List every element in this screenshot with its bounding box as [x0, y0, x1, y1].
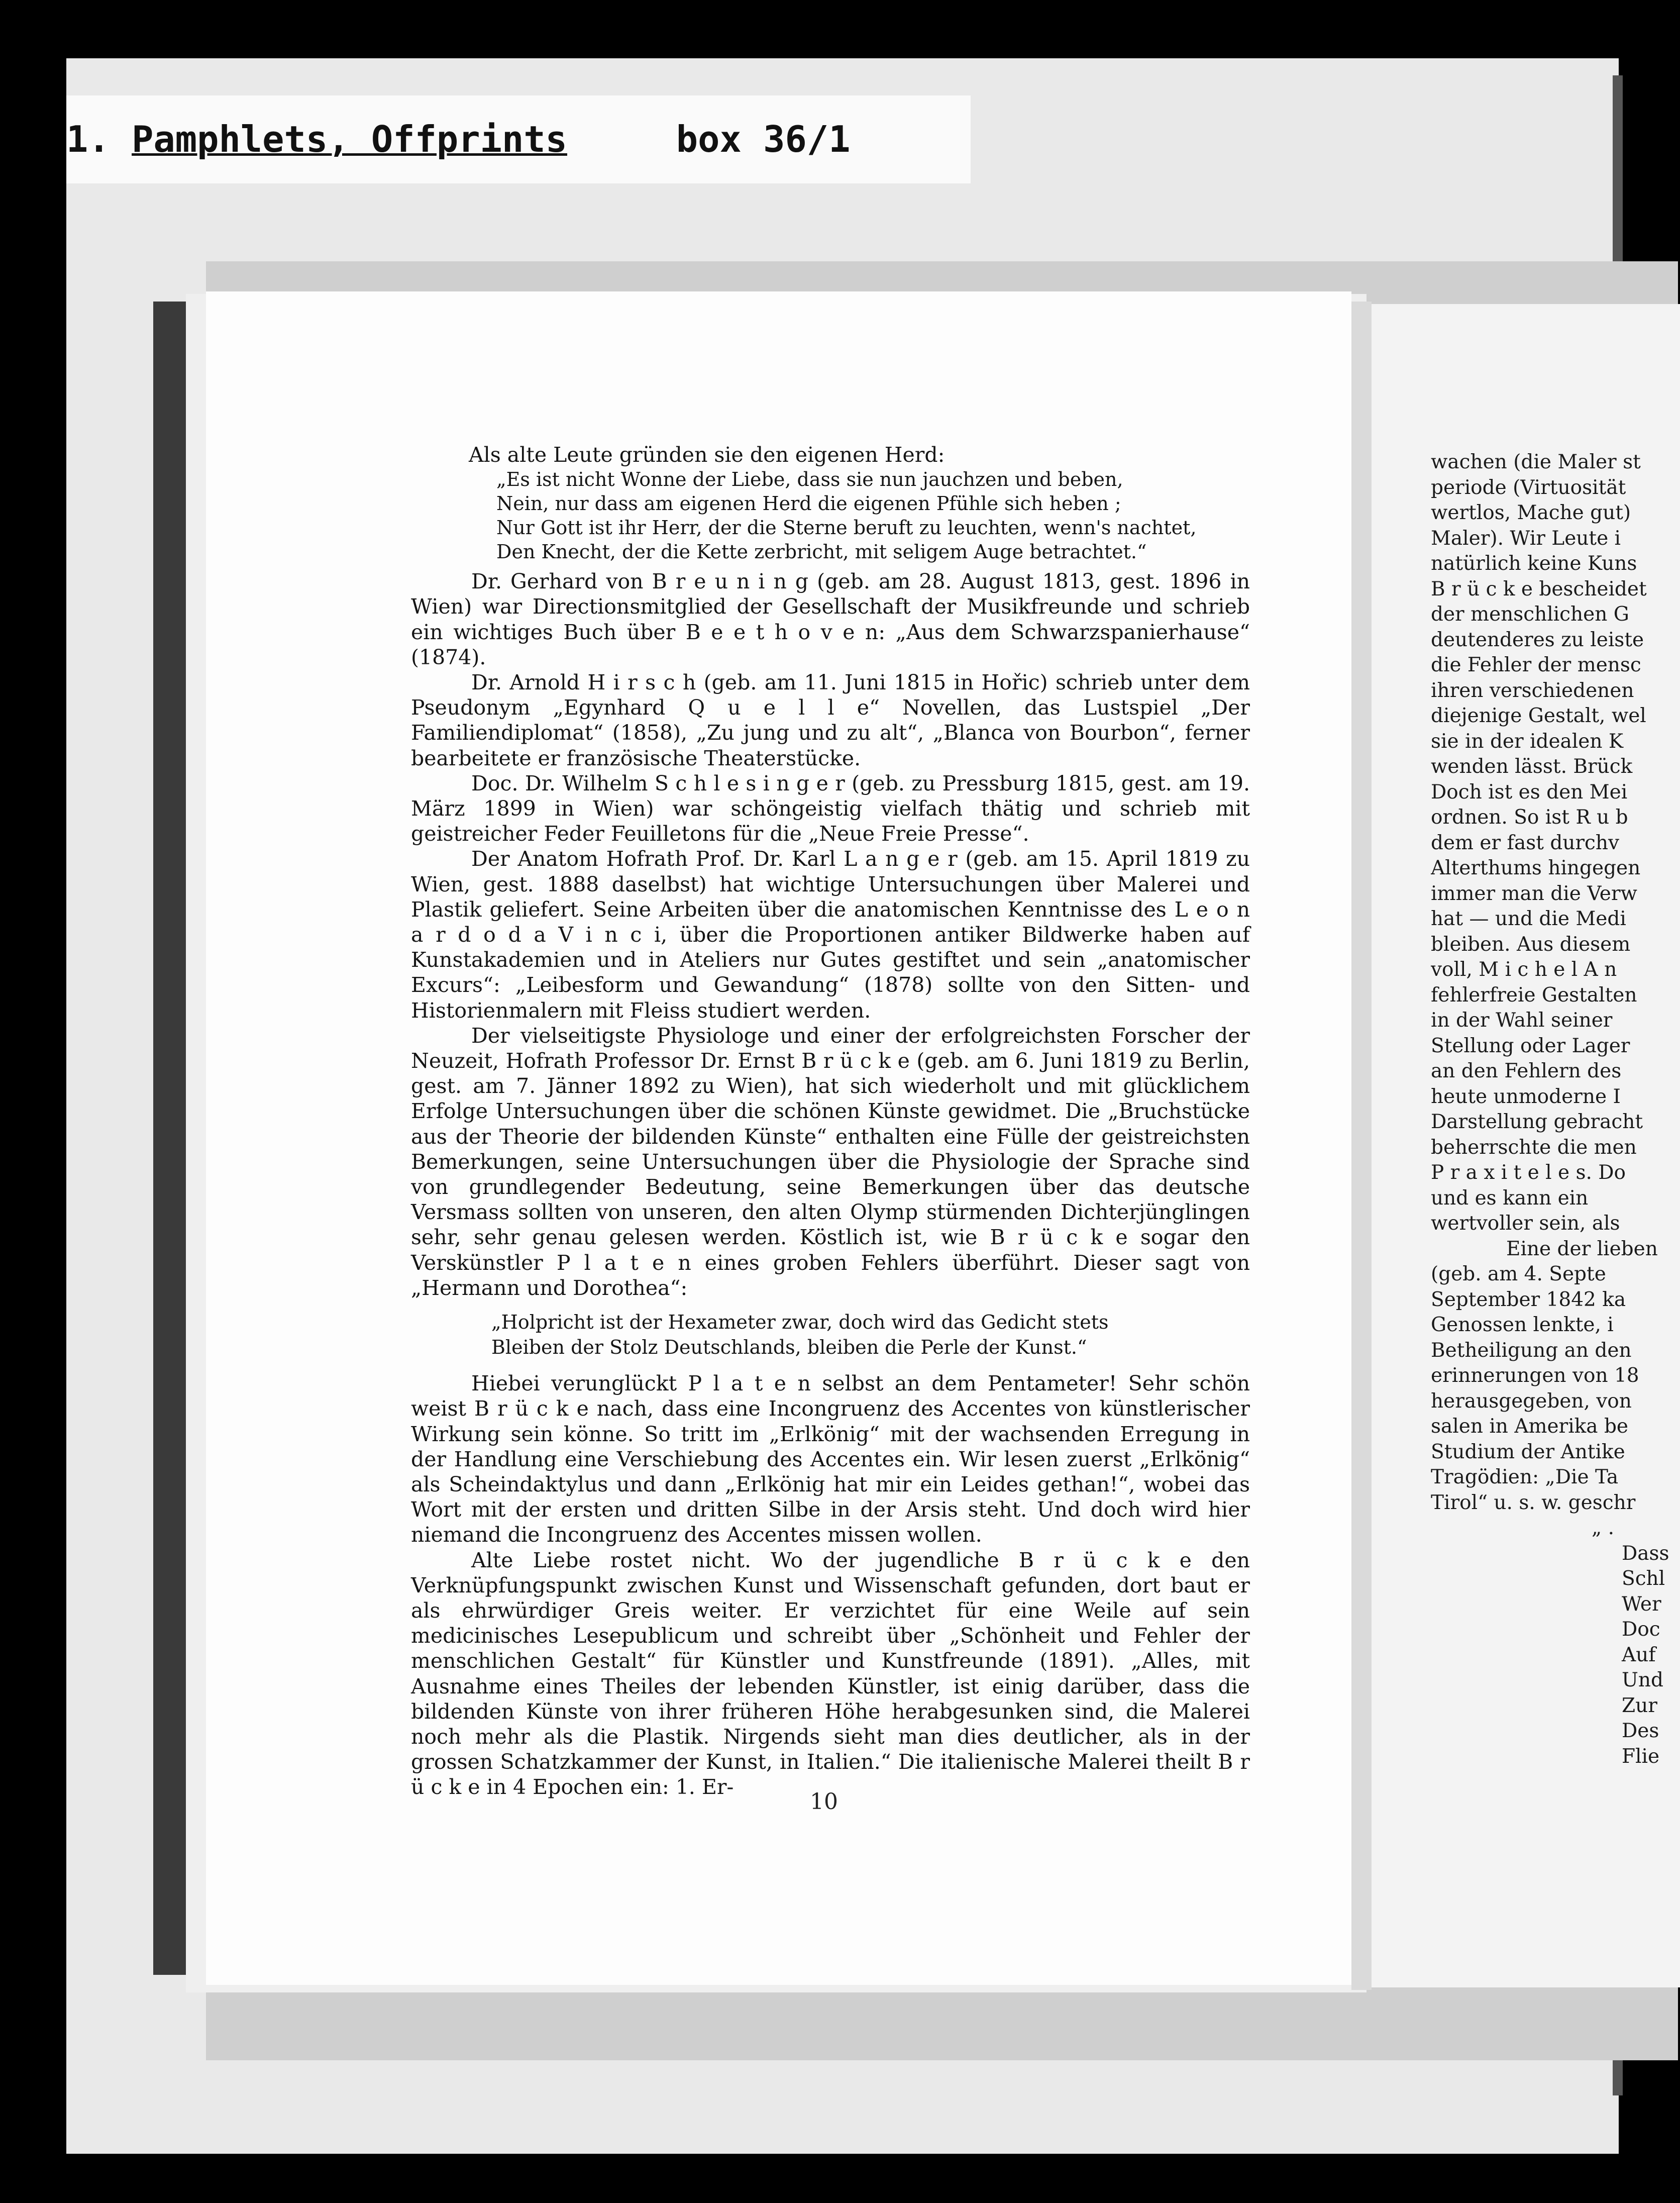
verse-block: [411, 467, 1250, 564]
facing-line: bleiben. Aus diesem: [1431, 933, 1631, 956]
facing-line: fehlerfreie Gestalten: [1431, 983, 1637, 1007]
facing-line: ordnen. So ist R u b: [1431, 806, 1628, 829]
facing-line: Studium der Antike: [1431, 1440, 1625, 1463]
facing-line: Maler). Wir Leute i: [1431, 527, 1621, 550]
facing-verse-line: Auf: [1622, 1643, 1656, 1666]
facing-line: P r a x i t e l e s. Do: [1431, 1161, 1626, 1184]
facing-verse-line: Schl: [1622, 1567, 1665, 1590]
facing-line: wachen (die Maler st: [1431, 451, 1641, 473]
facing-page-text: [1431, 450, 1680, 1769]
facing-line: und es kann ein: [1431, 1186, 1589, 1210]
facing-line: der menschlichen G: [1431, 603, 1629, 626]
facing-line: periode (Virtuosität: [1431, 476, 1626, 499]
facing-line: natürlich keine Kuns: [1431, 552, 1637, 575]
facing-line: (geb. am 4. Septe: [1431, 1263, 1606, 1285]
paragraph-breuning: Dr. Gerhard von B r e u n i n g (geb. am 28. August 1813, gest. 1896 in Wien) war Directionsmitglied der Gesellschaft der Musikfreunde und schrieb ein wichtiges Buch über B e e t h o v e n: „Aus dem Schwarzspanierhause“ (1874).: [411, 569, 1250, 669]
facing-verse-line: Zur: [1622, 1694, 1657, 1717]
label-box: box 36/1: [676, 118, 851, 160]
paragraph-alte-liebe: Alte Liebe rostet nicht. Wo der jugendliche B r ü c k e den Verknüpfungspunkt zwischen Kunst und Wissenschaft gefunden, dort baut er als ehrwürdiger Greis weiter. Er verzichtet für eine Weile auf sein medicinisches Lesepublicum und schreibt über „Schönheit und Fehler der menschlichen Gestalt“ für Künstler und Kunstfreunde (1891). „Alles, mit Ausnahme eines Theiles der lebenden Künstler, ist einig darüber, dass die bildenden Künste von ihrer früheren Höhe herabgesunken sind, die Malerei noch mehr als die Plastik. Nirgends sieht man dies deutlicher, als in der grossen Schatzkammer der Kunst, in Italien.“ Die italienische Malerei theilt B r ü c k e in 4 Epochen ein: 1. Er-: [411, 1548, 1250, 1799]
facing-line: an den Fehlern des: [1431, 1060, 1622, 1082]
facing-line: wertvoller sein, als: [1431, 1212, 1620, 1235]
facing-verse-line: Und: [1622, 1669, 1663, 1691]
facing-line: Tirol“ u. s. w. geschr: [1431, 1491, 1636, 1514]
verse-line: Nein, nur dass am eigenen Herd die eigenen Pfühle sich heben ;: [496, 492, 1121, 515]
facing-verse-line: Doc: [1622, 1618, 1660, 1641]
facing-line: dem er fast durchv: [1431, 831, 1620, 854]
facing-line: Alterthums hingegen: [1431, 857, 1641, 879]
paragraph-langer: Der Anatom Hofrath Prof. Dr. Karl L a n g e r (geb. am 15. April 1819 zu Wien, gest. 1888 daselbst) hat wichtige Untersuchungen über Malerei und Plastik geliefert. Seine Arbeiten über die anatomischen Kenntnisse des L e o n a r d o d a V i n c i, über die Proportionen antiker Bildwerke haben auf Kunstakademien und in Ateliers nur Gutes gestiftet und sein „anatomischer Excurs“: „Leibesform und Gewandung“ (1878) sollte von den Sitten- und Historienmalern mit Fleiss studiert werden.: [411, 847, 1250, 1023]
facing-line: ihren verschiedenen: [1431, 679, 1634, 702]
facing-line: herausgegeben, von: [1431, 1389, 1632, 1413]
facing-line: hat — und die Medi: [1431, 908, 1626, 930]
facing-line: wertlos, Mache gut): [1431, 502, 1631, 524]
facing-line: Doch ist es den Mei: [1431, 780, 1628, 804]
facing-verse-line: Des: [1622, 1720, 1659, 1742]
facing-line: Stellung oder Lager: [1431, 1034, 1630, 1057]
paragraph-bruecke: Der vielseitigste Physiologe und einer der erfolgreichsten Forscher der Neuzeit, Hofrath Professor Dr. Ernst B r ü c k e (geb. am 6. Juni 1819 zu Berlin, gest. am 7. Jänner 1892 zu Wien), hat sich wiederholt und mit glücklichem Erfolge Untersuchungen über die schönen Künste gewidmet. Die „Bruchstücke aus der Theorie der bildenden Künste“ enthalten eine Fülle der geistreichsten Bemerkungen, seine Untersuchungen über die Physiologie der Sprache sind von grundlegender Bedeutung, seine Bemerkungen über das deutsche Versmass sollten von unseren, den alten Olymp stürmenden Dichterjünglingen sehr, sehr genau gelesen werden. Köstlich ist, wie B r ü c k e sogar den Verskünstler P l a t e n eines groben Fehlers überführt. Dieser sagt von „Hermann und Dorothea“:: [411, 1023, 1250, 1300]
facing-line: voll, M i c h e l A n: [1431, 958, 1617, 981]
facing-line: B r ü c k e bescheidet: [1431, 577, 1647, 600]
facing-line: Eine der lieben: [1506, 1237, 1658, 1260]
label-number: 1.: [66, 118, 110, 160]
facing-line: diejenige Gestalt, wel: [1431, 705, 1646, 727]
facing-line: salen in Amerika be: [1431, 1415, 1628, 1438]
facing-verse-line: Flie: [1622, 1745, 1660, 1768]
quote-line: Bleiben der Stolz Deutschlands, bleiben die Perle der Kunst.“: [491, 1336, 1087, 1359]
facing-verse-line: Wer: [1622, 1592, 1661, 1616]
archive-label: [66, 95, 971, 183]
intro-line: Als alte Leute gründen sie den eigenen Herd:: [469, 443, 945, 467]
paragraph-hirsch: Dr. Arnold H i r s c h (geb. am 11. Juni 1815 in Hořic) schrieb unter dem Pseudonym „Egynhard Q u e l l e“ Novellen, das Lustspiel „Der Familiendiplomat“ (1858), „Zu jung und zu alt“, „Blanca von Bourbon“, ferner bearbeitete er französische Theaterstücke.: [411, 670, 1250, 770]
paragraph-platen: Hiebei verunglückt P l a t e n selbst an dem Pentameter! Sehr schön weist B r ü c k e nach, dass eine Incongruenz des Accentes von künstlerischer Wirkung sein könne. So tritt im „Erlkönig“ mit der wachsenden Erregung in der Handlung eine Verschiebung des Accentes ein. Wir lesen zuerst „Erlkönig“ als Scheindaktylus und dann „Erlkönig hat mir ein Leides gethan!“, wobei das Wort mit der ersten und dritten Silbe in der Arsis steht. Und doch wird hier niemand die Incongruenz des Accentes missen wollen.: [411, 1371, 1250, 1547]
label-title: Pamphlets, Offprints: [132, 118, 568, 160]
facing-line: Betheiligung an den: [1431, 1339, 1632, 1362]
page-gutter: [1351, 302, 1372, 1990]
facing-verse-line: Dass: [1622, 1542, 1669, 1565]
verse-line: Den Knecht, der die Kette zerbricht, mit seligem Auge betrachtet.“: [496, 541, 1147, 563]
facing-line: die Fehler der mensc: [1431, 654, 1641, 676]
paragraph-schlesinger: Doc. Dr. Wilhelm S c h l e s i n g e r (geb. zu Pressburg 1815, gest. am 19. März 1899 in Wien) war schöngeistig vielfach thätig und schrieb mit geistreicher Feder Feuilletons für die „Neue Freie Presse“.: [411, 771, 1250, 846]
quote-line: „Holpricht ist der Hexameter zwar, doch wird das Gedicht stets: [491, 1311, 1109, 1334]
verse-line: Nur Gott ist ihr Herr, der die Sterne beruft zu leuchten, wenn's nachtet,: [496, 517, 1197, 539]
facing-line: deutenderes zu leiste: [1431, 628, 1644, 651]
facing-line: Darstellung gebracht: [1431, 1111, 1643, 1133]
page-number: 10: [810, 1789, 838, 1815]
facing-line: erinnerungen von 18: [1431, 1364, 1639, 1387]
facing-line: in der Wahl seiner: [1431, 1009, 1613, 1032]
facing-line: heute unmoderne I: [1431, 1085, 1621, 1108]
facing-line: Genossen lenkte, i: [1431, 1314, 1614, 1336]
main-page-text: [411, 442, 1250, 1800]
facing-line: beherrschte die men: [1431, 1136, 1637, 1159]
facing-line: immer man die Verw: [1431, 882, 1637, 905]
facing-line: sie in der idealen K: [1431, 730, 1624, 753]
facing-line: September 1842 ka: [1431, 1288, 1626, 1311]
facing-line: Tragödien: „Die Ta: [1431, 1466, 1619, 1488]
facing-verse-line: „ .: [1592, 1517, 1614, 1539]
quote-block: [411, 1310, 1250, 1360]
verse-line: „Es ist nicht Wonne der Liebe, dass sie nun jauchzen und beben,: [496, 468, 1123, 491]
facing-line: wenden lässt. Brück: [1431, 755, 1633, 778]
